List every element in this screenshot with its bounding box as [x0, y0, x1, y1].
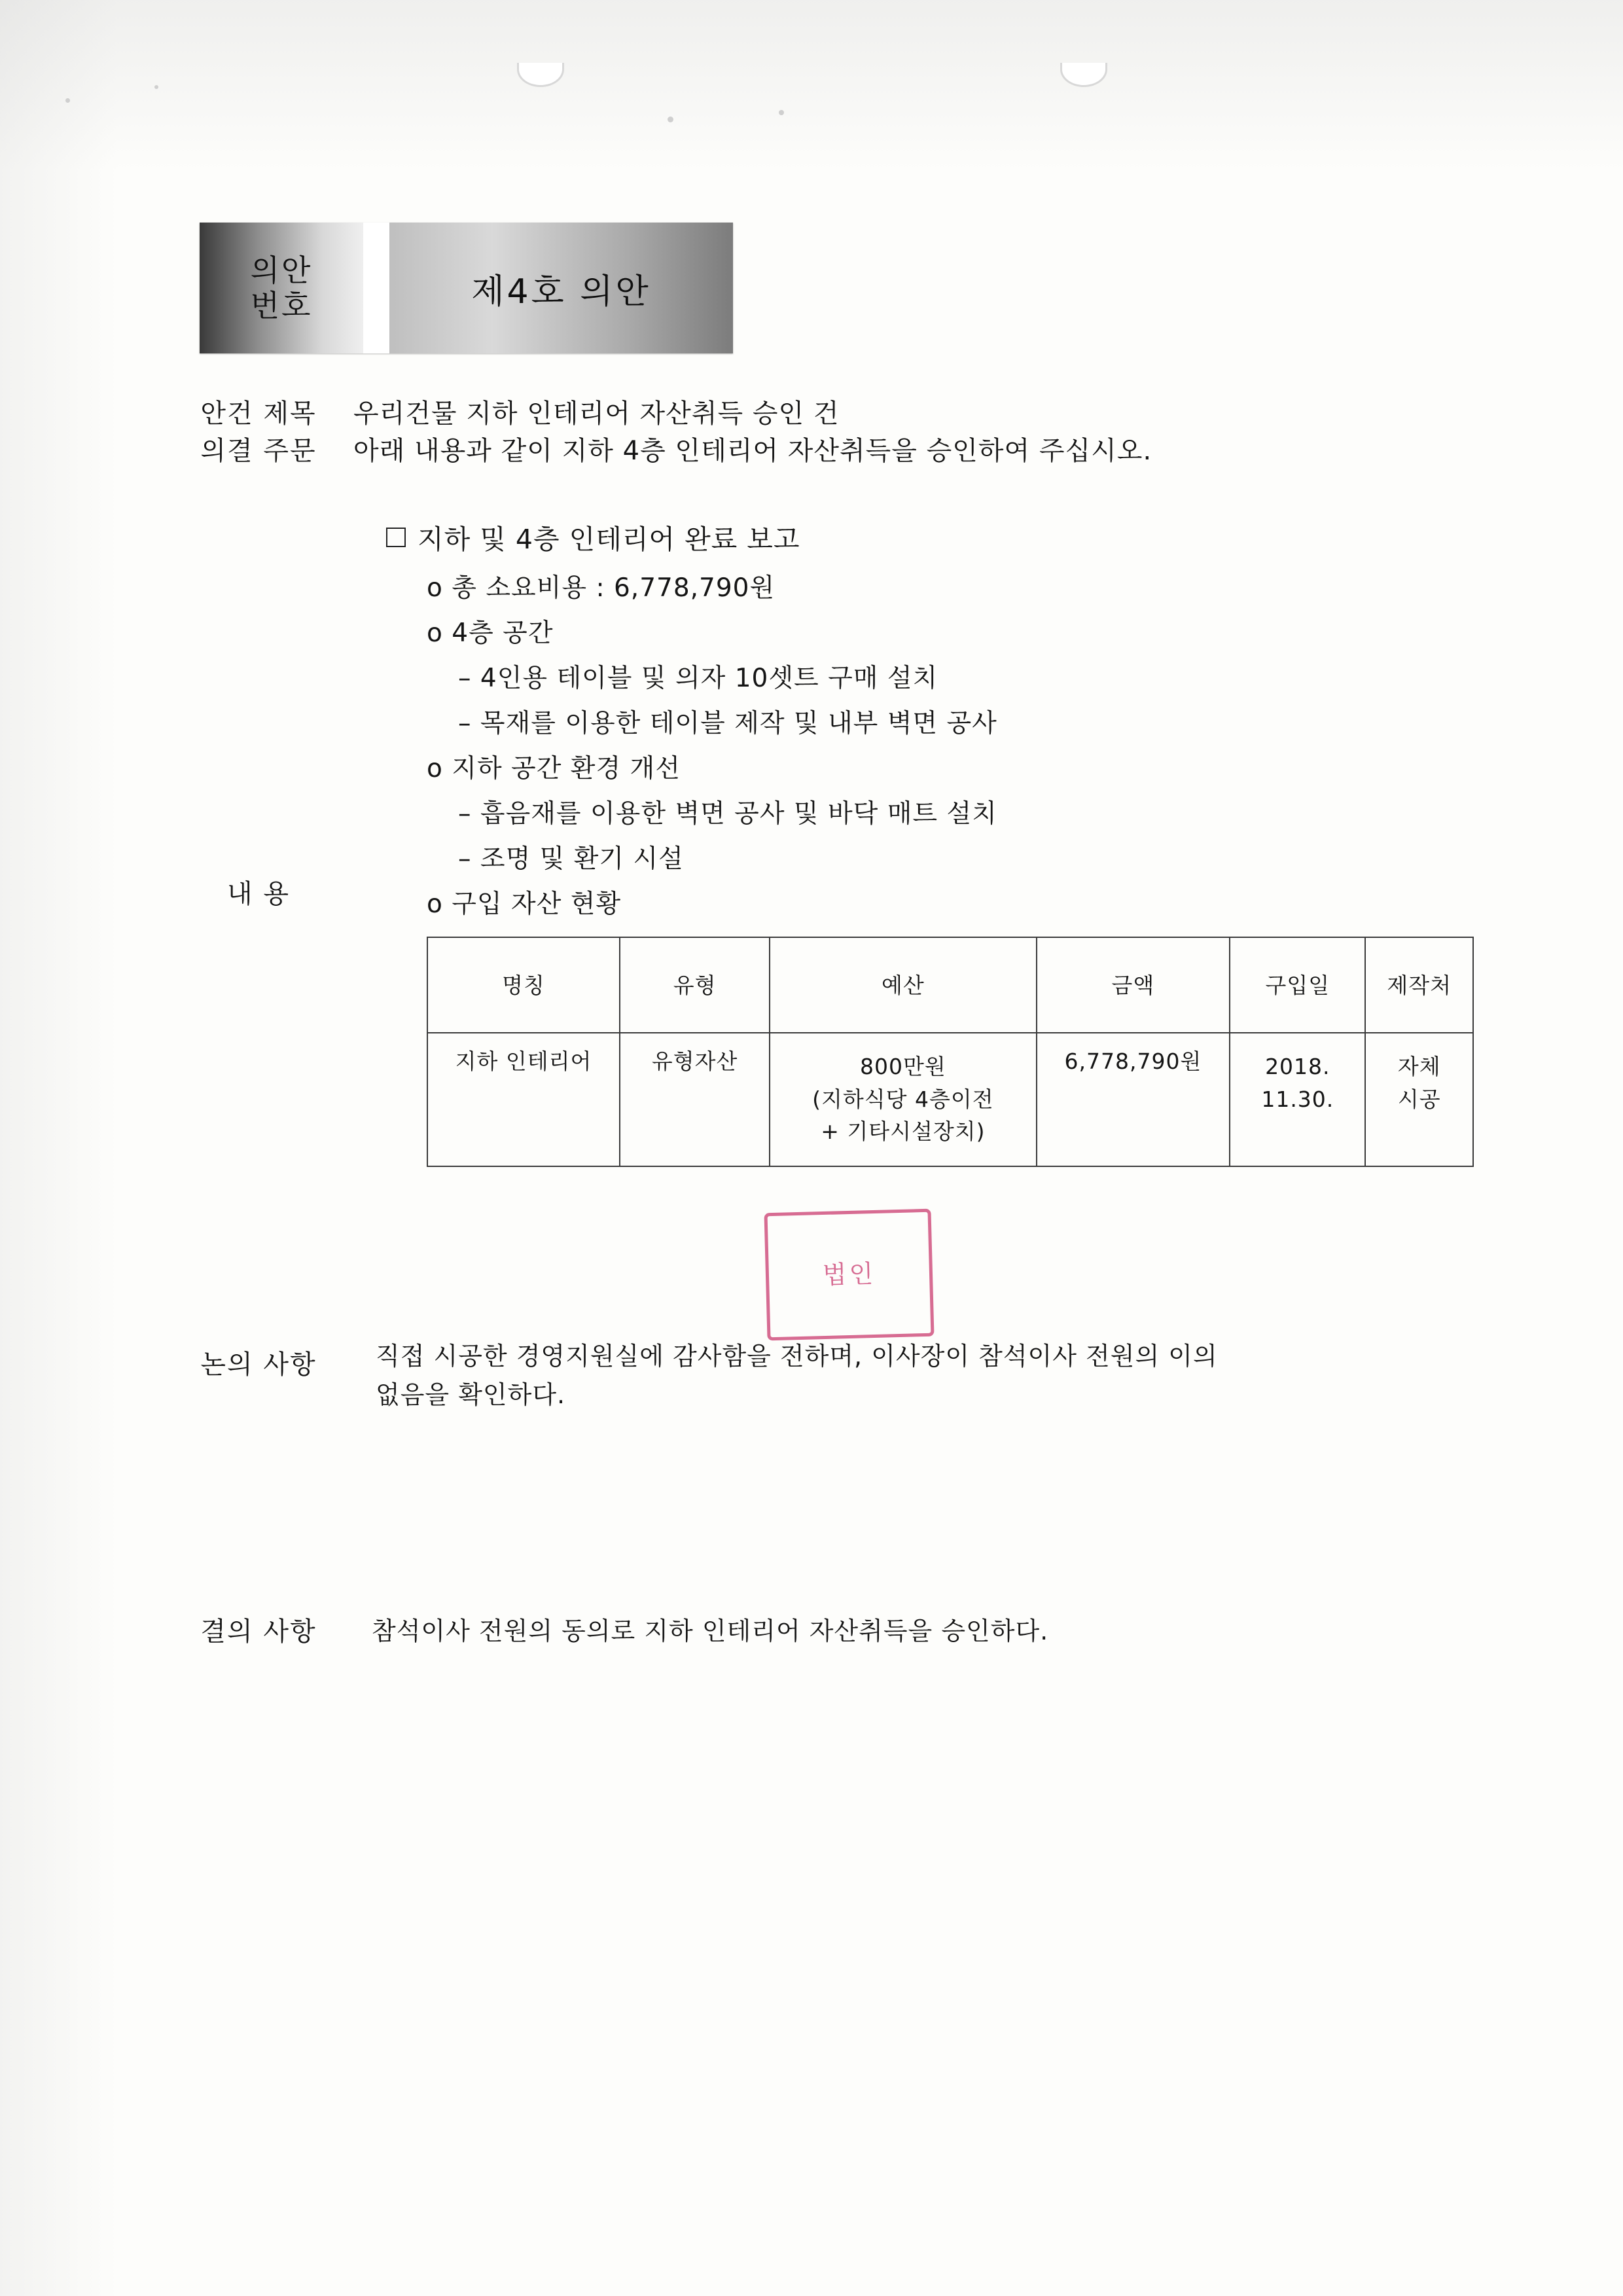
content-heading — [386, 526, 1479, 553]
content-item-text: 4인용 테이블 및 의자 10셋트 구매 설치 — [480, 664, 938, 693]
agenda-number-label-line2: 번호 — [250, 288, 313, 323]
punch-hole-right — [1060, 63, 1107, 87]
content-item-text: 총 소요비용 : 6,778,790원 — [452, 573, 776, 603]
asset-header-date: 구입일 — [1230, 937, 1365, 1033]
content-item-marker: – — [458, 799, 472, 829]
decision-label-text: 결의 사항 — [200, 1616, 317, 1647]
content-item-marker: – — [458, 844, 472, 874]
agenda-number-label-line1: 의안 — [250, 252, 313, 288]
badge-divider — [363, 223, 389, 353]
table-row-discussion — [164, 1239, 1479, 1539]
asset-cell-maker-line1: 자체 — [1397, 1054, 1441, 1079]
scan-shadow-top — [0, 0, 1623, 170]
table-row-resolution-request — [164, 430, 1479, 467]
asset-cell-maker — [1365, 1033, 1473, 1166]
asset-cell-date — [1230, 1033, 1365, 1166]
table-row-decision — [164, 1539, 1479, 1765]
decision-cell — [353, 1539, 1479, 1765]
resolution-request-value: 아래 내용과 같이 지하 4층 인테리어 자산취득을 승인하여 주십시오. — [353, 436, 1152, 466]
content-item — [427, 620, 1479, 646]
table-row-content — [164, 467, 1479, 1239]
discussion-value — [353, 1239, 1479, 1539]
asset-cell-budget — [770, 1033, 1036, 1166]
content-item-marker: o — [427, 573, 443, 603]
content-item — [427, 891, 1479, 917]
checkbox-icon — [386, 528, 406, 547]
asset-header-amount: 금액 — [1037, 937, 1230, 1033]
content-item-text: 4층 공간 — [452, 619, 554, 648]
agenda-number-badge — [200, 223, 733, 353]
content-item — [458, 846, 1479, 872]
asset-header-maker: 제작처 — [1365, 937, 1473, 1033]
asset-cell-budget-line3: + 기타시설장치) — [821, 1119, 986, 1144]
content-item-text: 흡음재를 이용한 벽면 공사 및 바닥 매트 설치 — [480, 799, 997, 829]
seal-line1: 법인 — [822, 1259, 876, 1289]
table-row-subject — [164, 393, 1479, 430]
discussion-label-text: 논의 사항 — [200, 1350, 317, 1380]
asset-header-type: 유형 — [620, 937, 770, 1033]
punch-hole-left — [517, 63, 564, 87]
table-row — [427, 1033, 1473, 1166]
asset-cell-date-line1: 2018. — [1265, 1054, 1330, 1079]
asset-cell-budget-line1: 800만원 — [860, 1054, 946, 1079]
agenda-title-badge: 제4호 의안 — [389, 223, 733, 353]
content-item-marker: o — [427, 619, 443, 648]
decision-label — [164, 1539, 353, 1765]
scan-speck — [65, 98, 70, 103]
agenda-table — [164, 393, 1479, 1765]
content-item-text: 조명 및 환기 시설 — [480, 844, 684, 874]
discussion-cell — [353, 1239, 1479, 1539]
agenda-number-label — [200, 223, 363, 353]
asset-cell-maker-line2: 시공 — [1397, 1086, 1441, 1112]
scan-shadow-left — [0, 0, 118, 2296]
content-item — [458, 666, 1479, 691]
resolution-request-label: 의결 주문 — [200, 436, 317, 466]
decision-value: 참석이사 전원의 동의로 지하 인테리어 자산취득을 승인하다. — [372, 1616, 1049, 1645]
discussion-value-line1: 직접 시공한 경영지원실에 감사함을 전하며, 이사장이 참석이사 전원의 이의 — [376, 1342, 1218, 1371]
scan-speck — [154, 85, 158, 89]
content-item — [427, 575, 1479, 601]
content-item-text: 목재를 이용한 테이블 제작 및 내부 벽면 공사 — [480, 709, 997, 738]
content-item — [427, 756, 1479, 781]
asset-cell-date-line2: 11.30. — [1261, 1086, 1334, 1112]
subject-label: 안건 제목 — [200, 399, 317, 429]
asset-table-header-row — [427, 937, 1473, 1033]
asset-header-budget: 예산 — [770, 937, 1036, 1033]
content-item-marker: – — [458, 664, 472, 693]
content-item — [458, 801, 1479, 827]
content-cell — [353, 467, 1479, 1239]
scan-speck — [779, 110, 784, 115]
subject-value: 우리건물 지하 인테리어 자산취득 승인 건 — [353, 399, 840, 429]
asset-cell-budget-line2: (지하식당 4층이전 — [812, 1086, 994, 1112]
content-label-text: 내 용 — [227, 879, 290, 909]
discussion-value-line2: 없음을 확인하다. — [376, 1380, 566, 1409]
asset-table — [427, 937, 1474, 1167]
content-item-marker: o — [427, 754, 443, 783]
asset-cell-amount: 6,778,790원 — [1037, 1033, 1230, 1166]
asset-header-name: 명칭 — [427, 937, 620, 1033]
scan-speck — [668, 117, 673, 122]
content-item — [458, 711, 1479, 736]
content-label — [164, 467, 353, 1239]
discussion-label — [164, 1239, 353, 1539]
content-item-text: 구입 자산 현황 — [452, 889, 622, 919]
content-block — [353, 467, 1479, 1239]
content-item-text: 지하 공간 환경 개선 — [452, 754, 681, 783]
asset-cell-type: 유형자산 — [620, 1033, 770, 1166]
asset-cell-name: 지하 인테리어 — [427, 1033, 620, 1166]
content-heading-text: 지하 및 4층 인테리어 완료 보고 — [418, 524, 800, 555]
content-item-marker: o — [427, 889, 443, 919]
content-item-marker: – — [458, 709, 472, 738]
